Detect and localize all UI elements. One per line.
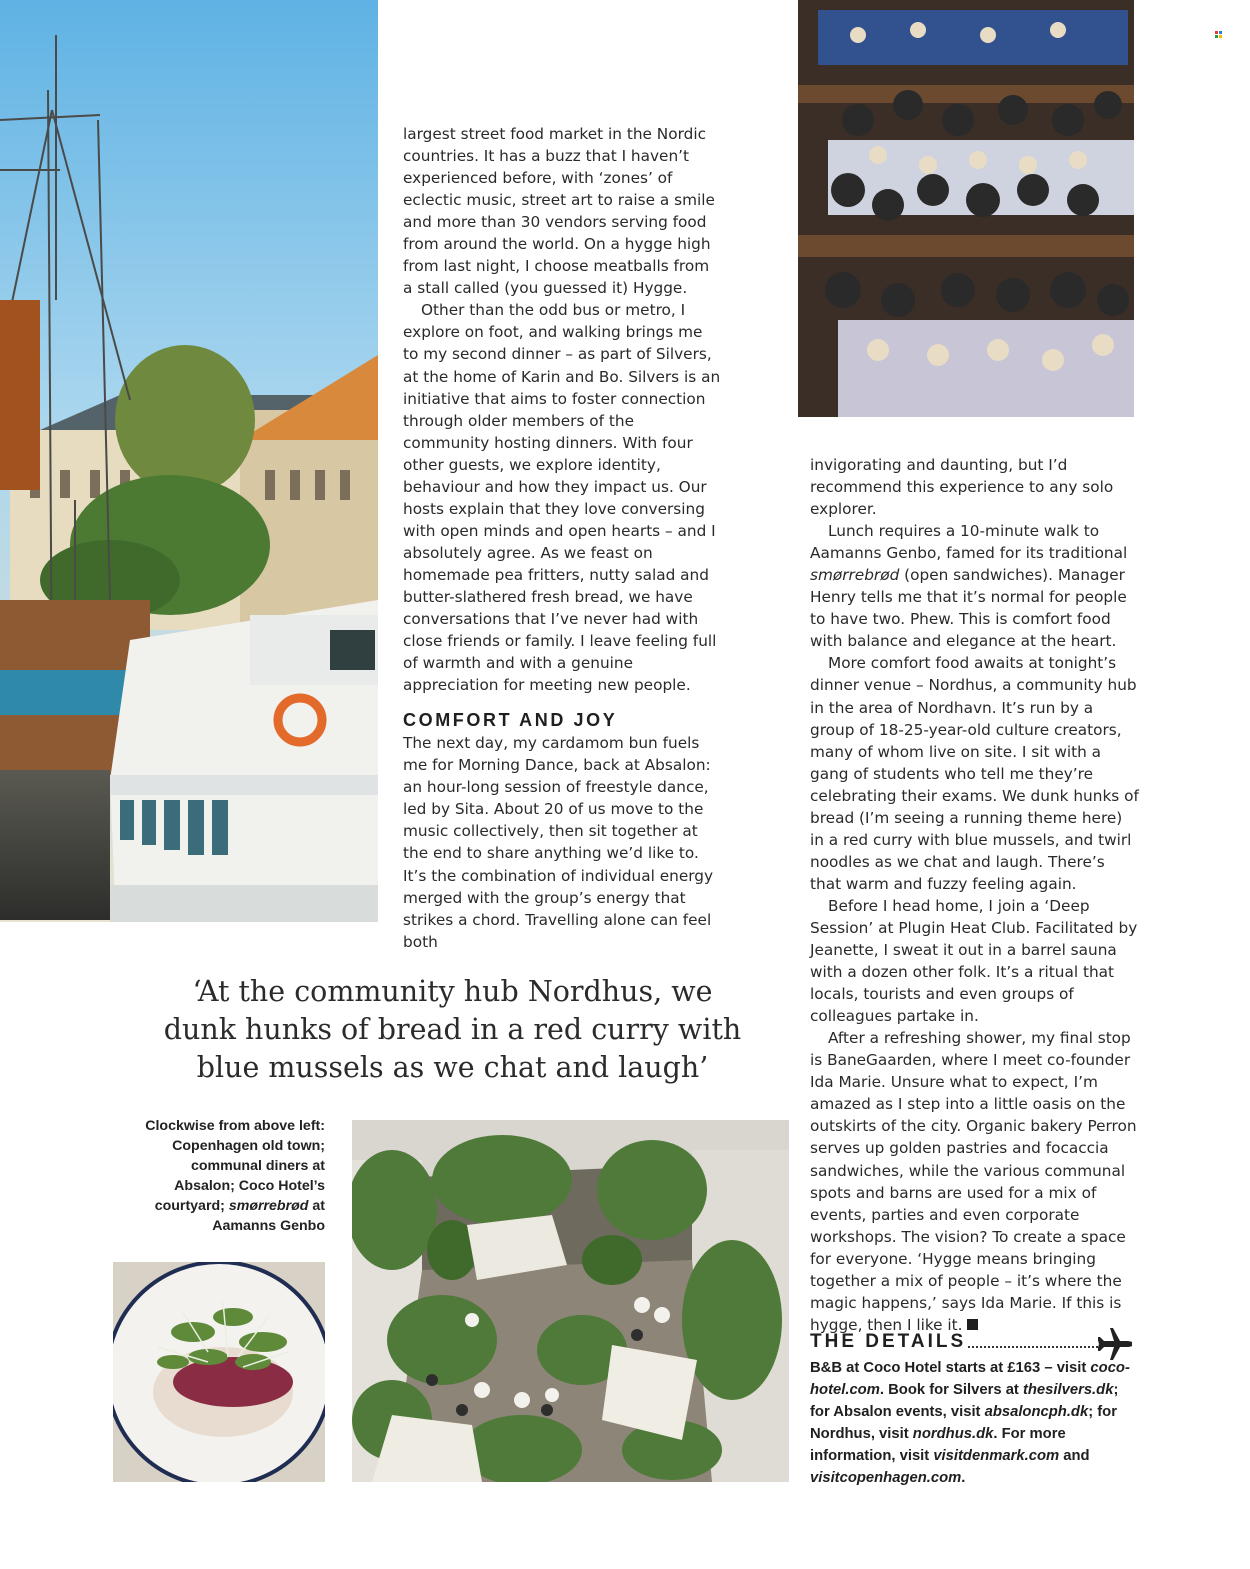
- paragraph: After a refreshing shower, my final stop is BaneGaarden, where I meet co-founder Ida Marie. Unsure what to expect, I’m amazed as I step into a little oasis on the outskirts of the city. Organic bakery Perron serves up golden pastries and focaccia sandwiches, while the various communal spots and barns are used for a mix of events, parties and even corporate workshops. The vision? To create a space for everyone. ‘Hygge means bringing together a mix of people – it’s where the magic happens,’ says Ida Marie. If this is hygge, then I like it.: [810, 1029, 1137, 1334]
- airplane-icon: [1098, 1324, 1132, 1364]
- paragraph: The next day, my cardamom bun fuels me for Morning Dance, back at Absalon: an hour-long session of freestyle dance, led by Sita. About 20 of us move to the music collectively, then sit together at the end to share anything we’d like to. It’s the combination of individual energy merged with the group’s energy that strikes a chord. Travelling alone can feel both: [403, 734, 714, 951]
- article-column-1: [403, 123, 721, 953]
- details-text-segment: . For more information, visit: [810, 1426, 1066, 1464]
- article-column-2: [810, 454, 1140, 1336]
- details-text-segment: and: [1059, 1448, 1090, 1464]
- website-link[interactable]: nordhus.dk: [912, 1426, 994, 1442]
- photo-caption: Clockwise from above left: Copenhagen old town; communal diners at Absalon; Coco Hotel’s courtyard; smørrebrød at Aamanns Genbo: [145, 1118, 325, 1234]
- communal-diners-photo: [798, 0, 1134, 417]
- coco-hotel-courtyard-photo: [352, 1120, 789, 1482]
- details-text-segment: ; for Absalon events, visit: [810, 1382, 1119, 1420]
- details-text-segment: . Book for Silvers at: [879, 1382, 1023, 1398]
- website-link[interactable]: visitcopenhagen.com: [810, 1470, 962, 1486]
- pull-quote: ‘At the community hub Nordhus, we dunk hunks of bread in a red curry with blue mussels as we chat and laugh’: [163, 975, 742, 1084]
- paragraph: Before I head home, I join a ‘Deep Session’ at Plugin Heat Club. Facilitated by Jeanette, I sweat it out in a barrel sauna with a dozen other folk. It’s a ritual that locals, tourists and even groups of colleagues partake in.: [810, 896, 1138, 1026]
- dotted-leader: [968, 1346, 1098, 1348]
- paragraph: largest street food market in the Nordic countries. It has a buzz that I haven’t experienced before, with ‘zones’ of eclectic music, street art to raise a smile and more than 30 vendors serving food from around the world. On a hygge high from last night, I choose meatballs from a stall called (you guessed it) Hygge.: [403, 125, 715, 298]
- details-heading: THE DETAILS: [810, 1331, 967, 1352]
- details-box: [810, 1328, 1140, 1489]
- details-text-segment: .: [961, 1470, 966, 1486]
- paragraph: Other than the odd bus or metro, I explore on foot, and walking brings me to my second dinner – as part of Silvers, at the home of Karin and Bo. Silvers is an initiative that aims to foster connection through older members of the community hosting dinners. With four other guests, we explore identity, behaviour and how they impact us. Our hosts explain that they love conversing with open minds and open hearts – and I absolutely agree. As we feast on homemade pea fritters, nutty salad and butter-slathered fresh bread, we have conversations that I’ve never had with close friends or family. I leave feeling full of warmth and with a genuine appreciation for meeting new people.: [403, 301, 721, 695]
- paragraph: invigorating and daunting, but I’d recommend this experience to any solo explorer.: [810, 456, 1114, 519]
- details-text-segment: B&B at Coco Hotel starts at £163 – visit: [810, 1360, 1091, 1376]
- details-text-segment: ; for Nordhus, visit: [810, 1404, 1117, 1442]
- section-heading: COMFORT AND JOY: [403, 710, 618, 731]
- paragraph: More comfort food awaits at tonight’s dinner venue – Nordhus, a community hub in the area of Nordhavn. It’s run by a group of 18-25-year-old culture creators, many of whom live on site. I sit with a gang of students who tell me they’re celebrating their exams. We dunk hunks of bread (I’m seeing a running theme here) in a red curry with blue mussels, and twirl noodles as we chat and laugh. There’s that warm and fuzzy feeling again.: [810, 654, 1139, 893]
- copenhagen-old-town-photo: [0, 0, 378, 922]
- website-link[interactable]: absaloncph.dk: [984, 1404, 1089, 1420]
- smorrebrod-photo: [113, 1262, 325, 1482]
- website-link[interactable]: coco-hotel.com: [810, 1360, 1130, 1398]
- paragraph: Lunch requires a 10-minute walk to Aamanns Genbo, famed for its traditional smørrebrød (open sandwiches). Manager Henry tells me that it’s normal for people to have two. Phew. This is comfort food with balance and elegance at the heart.: [810, 522, 1128, 651]
- details-text: [810, 1357, 1140, 1489]
- publisher-logo-icon: [1215, 31, 1223, 39]
- website-link[interactable]: thesilvers.dk: [1022, 1382, 1114, 1398]
- website-link[interactable]: visitdenmark.com: [933, 1448, 1060, 1464]
- italic-term: smørrebrød: [810, 566, 900, 585]
